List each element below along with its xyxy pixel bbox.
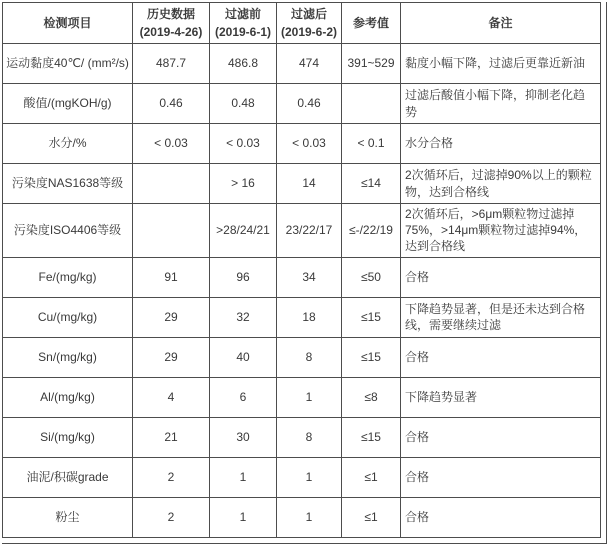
- cell-value: < 0.03: [277, 124, 342, 164]
- cell-value: 40: [210, 337, 277, 377]
- col-header-date: (2019-6-2): [280, 25, 338, 39]
- table-body: [3, 44, 601, 538]
- col-header-after-filter: [277, 3, 342, 44]
- cell-value: ≤-/22/19: [342, 204, 401, 258]
- col-header-label: 参考值: [352, 16, 389, 30]
- cell-value: 6: [210, 377, 277, 417]
- cell-value: 21: [133, 417, 210, 457]
- col-header-history: [133, 3, 210, 44]
- cell-value: ≤15: [342, 337, 401, 377]
- cell-value: ≤1: [342, 457, 401, 497]
- cell-value: >28/24/21: [210, 204, 277, 258]
- cell-remark: 下降趋势显著，但是还未达到合格线，需要继续过滤: [401, 297, 601, 337]
- col-header-date: (2019-6-1): [214, 25, 272, 39]
- cell-remark: 合格: [401, 337, 601, 377]
- col-header-label: 历史数据: [146, 7, 195, 21]
- cell-value: 391~529: [342, 44, 401, 84]
- cell-remark: 2次循环后，>6μm颗粒物过滤掉75%，>14μm颗粒物过滤掉94%，达到合格线: [401, 204, 601, 258]
- table-outer-frame: [2, 2, 607, 544]
- table-row: [3, 337, 601, 377]
- cell-value: > 16: [210, 164, 277, 204]
- col-header-label: 检测项目: [43, 16, 92, 30]
- cell-value: 1: [277, 377, 342, 417]
- cell-remark: 合格: [401, 417, 601, 457]
- cell-value: 4: [133, 377, 210, 417]
- table-header: [3, 3, 601, 44]
- cell-remark: 合格: [401, 257, 601, 297]
- cell-remark: 合格: [401, 497, 601, 537]
- cell-value: 8: [277, 337, 342, 377]
- cell-item: Fe/(mg/kg): [3, 257, 133, 297]
- cell-value: [133, 164, 210, 204]
- table-row: [3, 497, 601, 537]
- cell-remark: 水分合格: [401, 124, 601, 164]
- cell-item: Cu/(mg/kg): [3, 297, 133, 337]
- table-row: [3, 44, 601, 84]
- col-header-label: 过滤前: [224, 7, 261, 21]
- cell-value: 23/22/17: [277, 204, 342, 258]
- cell-item: 水分/%: [3, 124, 133, 164]
- cell-item: Si/(mg/kg): [3, 417, 133, 457]
- cell-value: 29: [133, 297, 210, 337]
- cell-value: 91: [133, 257, 210, 297]
- cell-value: 1: [277, 457, 342, 497]
- table-row: [3, 204, 601, 258]
- table-row: [3, 124, 601, 164]
- table-row: [3, 417, 601, 457]
- cell-value: 1: [210, 497, 277, 537]
- header-row: [3, 3, 601, 44]
- col-header-remark: [401, 3, 601, 44]
- cell-value: 14: [277, 164, 342, 204]
- cell-value: 18: [277, 297, 342, 337]
- col-header-before-filter: [210, 3, 277, 44]
- cell-item: 运动黏度40℃/ (mm²/s): [3, 44, 133, 84]
- cell-value: 474: [277, 44, 342, 84]
- cell-remark: 下降趋势显著: [401, 377, 601, 417]
- cell-value: 1: [210, 457, 277, 497]
- cell-value: [342, 84, 401, 124]
- cell-remark: 过滤后酸值小幅下降，抑制老化趋势: [401, 84, 601, 124]
- col-header-label: 备注: [488, 16, 513, 30]
- cell-value: 30: [210, 417, 277, 457]
- cell-value: < 0.1: [342, 124, 401, 164]
- col-header-reference: [342, 3, 401, 44]
- cell-item: 污染度NAS1638等级: [3, 164, 133, 204]
- cell-item: 污染度ISO4406等级: [3, 204, 133, 258]
- col-header-date: (2019-4-26): [139, 25, 203, 39]
- table-row: [3, 297, 601, 337]
- cell-value: 0.46: [133, 84, 210, 124]
- cell-value: ≤8: [342, 377, 401, 417]
- col-header-item: [3, 3, 133, 44]
- cell-value: 487.7: [133, 44, 210, 84]
- cell-item: 酸值/(mgKOH/g): [3, 84, 133, 124]
- cell-remark: 黏度小幅下降，过滤后更靠近新油: [401, 44, 601, 84]
- oil-test-report-table: [2, 2, 601, 538]
- cell-value: 2: [133, 497, 210, 537]
- cell-value: 0.46: [277, 84, 342, 124]
- cell-value: ≤1: [342, 497, 401, 537]
- table-row: [3, 84, 601, 124]
- table-row: [3, 257, 601, 297]
- cell-value: ≤50: [342, 257, 401, 297]
- cell-item: Sn/(mg/kg): [3, 337, 133, 377]
- cell-item: Al/(mg/kg): [3, 377, 133, 417]
- cell-value: 0.48: [210, 84, 277, 124]
- cell-value: < 0.03: [133, 124, 210, 164]
- cell-value: ≤15: [342, 297, 401, 337]
- cell-value: 2: [133, 457, 210, 497]
- table-row: [3, 164, 601, 204]
- cell-item: 油泥/积碳grade: [3, 457, 133, 497]
- cell-value: 96: [210, 257, 277, 297]
- cell-value: 1: [277, 497, 342, 537]
- cell-value: 486.8: [210, 44, 277, 84]
- cell-value: ≤14: [342, 164, 401, 204]
- cell-remark: 2次循环后，过滤掉90%以上的颗粒物，达到合格线: [401, 164, 601, 204]
- cell-value: [133, 204, 210, 258]
- table-row: [3, 457, 601, 497]
- col-header-label: 过滤后: [290, 7, 327, 21]
- cell-remark: 合格: [401, 457, 601, 497]
- cell-value: 34: [277, 257, 342, 297]
- cell-value: 8: [277, 417, 342, 457]
- table-row: [3, 377, 601, 417]
- cell-value: 29: [133, 337, 210, 377]
- cell-value: ≤15: [342, 417, 401, 457]
- cell-value: < 0.03: [210, 124, 277, 164]
- cell-value: 32: [210, 297, 277, 337]
- cell-item: 粉尘: [3, 497, 133, 537]
